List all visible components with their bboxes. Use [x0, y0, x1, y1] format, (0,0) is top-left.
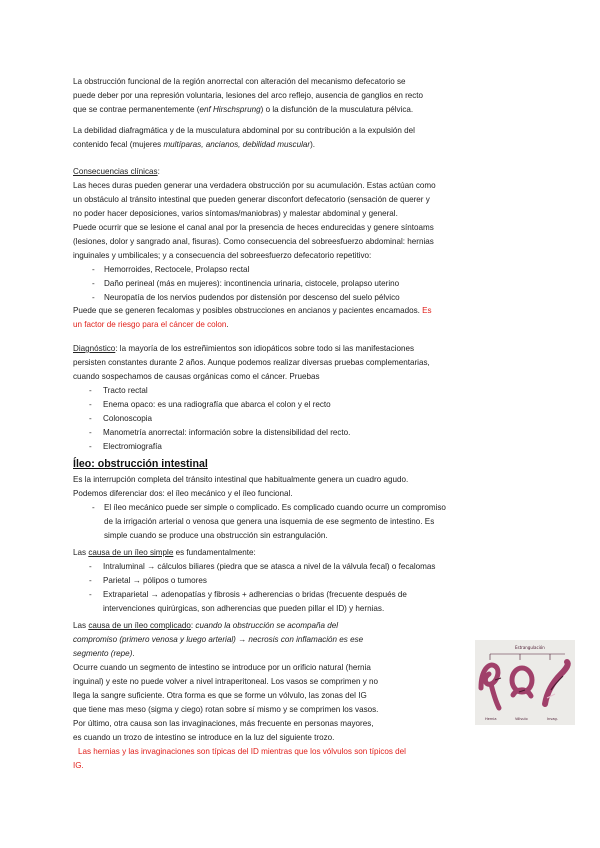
complicado-line-1: Las causa de un íleo complicado: cuando la obstrucción se acompaña del — [73, 621, 339, 630]
figure-label-1: Hernia — [485, 717, 497, 721]
simple-bullet-3-cont: intervenciones quirúrgicas, son adherencias que pueden pillar el ID) y hernias. — [103, 604, 385, 613]
consecuencias-line-5: (lesiones, dolor y sangrado anal, fisuras). Como consecuencia del sobreesfuerzo abdominal: hernias — [73, 237, 434, 246]
mecanico-line-3: simple cuando se produce una obstrucción sin estrangulación. — [104, 531, 328, 540]
consecuencias-title: Consecuencias clínicas: — [73, 167, 160, 176]
diagnostico-line-1: Diagnóstico: la mayoría de los estreñimientos son idiopáticos sobre todo si las manifestaciones — [73, 344, 415, 353]
hernia-drawing — [481, 665, 501, 708]
consecuencias-line-3: no poder hacer deposiciones, varios síntomas/maniobras) y malestar abdominal y general. — [73, 209, 398, 218]
figure-label-2: Vólvulo — [515, 717, 528, 721]
intro-line-2: puede deber por una represión voluntaria, lesiones del arco reflejo, ausencia de ganglios en recto — [73, 91, 424, 100]
ileo-line-2: Podemos diferenciar dos: el íleo mecánico y el íleo funcional. — [73, 489, 293, 498]
intro-line-3: que se contrae permanentemente (enf Hirschsprung) o la disfunción de la musculatura pélvica. — [73, 105, 414, 114]
complicado-line-8: Por último, otra causa son las invaginaciones, más frecuente en personas mayores, — [73, 719, 374, 728]
complicado-line-6: llega la sangre suficiente. Otra forma es que se forme un vólvulo, las zonas del IG — [73, 691, 367, 700]
complicado-line-4: Ocurre cuando un segmento de intestino se introduce por un orificio natural (hernia — [73, 663, 371, 672]
figure-label-3: Invag. — [547, 717, 558, 721]
document-page: La obstrucción funcional de la región anorrectal con alteración del mecanismo defecatorio se puede deber por una represión voluntaria, lesiones del arco reflejo, ausencia de ganglios en recto que se contrae permanentemente (enf Hirschsprung) o la disfunción de la musculatura pélvica. La debilidad diafragmática y de la musculatura abdominal por su contribución a la expulsión del contenido fecal (mujeres multíparas, ancianos, debilidad muscular). Consecuencias clínicas: Las heces duras pueden generar una verdadera obstrucción por su acumulación. Estas actúan como un obstáculo al tránsito intestinal que pueden generar disconfort defecatorio (sensación de querer y no poder hacer deposiciones, varios síntomas/maniobras) y malestar abdominal y general. Puede ocurrir que se lesione el canal anal por la presencia de heces endurecidas y genere síntoams (lesiones, dolor y sangrado anal, fisuras). Como consecuencia del sobreesfuerzo abdominal: hernias inguinales y umbilicales; y a consecuencia del sobreesfuerzo defecatorio repetitivo: - Hemorroides, Rectocele, Prolapso rectal - Daño perineal (más en mujeres): incontinencia urinaria, cistocele, prolapso uterino - Neuropatía de los nervios pudendos por distensión por descenso del suelo pélvico Puede que se generen fecalomas y posibles obstrucciones en ancianos y pacientes encamados. Es un factor de riesgo para el cáncer de colon. Diagnóstico: la mayoría de los estreñimientos son idiopáticos sobre todo si las manifestaciones persisten constantes durante 2 años. Aunque podemos realizar diversas pruebas complementarias, cuando sospechamos de causas orgánicas como el cáncer. Pruebas - Tracto rectal - Enema opaco: es una radiografía que abarca el colon y el recto - Colonoscopia - Manometría anorrectal: información sobre la distensibilidad del recto. - Electromiografía Íleo: obstrucción intestinal Es la interrupción completa del tránsito intestinal que habitualmente genera un cuadro agudo. Podemos diferenciar dos: el íleo mecánico y el íleo funcional. - El íleo mecánico puede ser simple o complicado. Es complicado cuando ocurre un compromiso de la irrigación arterial o venosa que genera una isquemia de ese segmento de intestino. Es simple cuando se produce una obstrucción sin estrangulación. Las causa de un íleo simple es fundamentalmente: - Intraluminal → cálculos biliares (piedra que se atasca a nivel de la válvula fecal) o fecalomas - Parietal → pólipos o tumores - Extraparietal → adenopatías y fibrosis + adherencias o bridas (frecuente después de intervenciones quirúrgicas, son adherencias que pueden pillar el ID) y hernias. Las causa de un íleo complicado: cuando la obstrucción se acompaña del compromiso (primero venosa y luego arterial) → necrosis con inflamación es ese segmento (repe). Ocurre cuando un segmento de intestino se introduce por un orificio natural (hernia inguinal) y este no puede volver a nivel intraperitoneal. Los vasos se comprimen y no llega la sangre suficiente. Otra forma es que se forme un vólvulo, las zonas del IG que tiene mas meso (sigma y ciego) rotan sobre sí mismo y se comprimen los vasos. Por último, otra causa son las invaginaciones, más frecuente en personas mayores, es cuando un trozo de intestino se introduce en la luz del siguiente trozo. Las hernias y las invaginaciones son típicas del ID mientras que los vólvulos son típicos del IG. Estrangulación Hernia Vólvulo Invag. — [0, 0, 600, 848]
intro-line-1: La obstrucción funcional de la región anorrectal con alteración del mecanismo defecatorio se — [73, 77, 406, 86]
debilidad-line-2: contenido fecal (mujeres multíparas, ancianos, debilidad muscular). — [73, 140, 316, 149]
simple-intro: Las causa de un íleo simple es fundamentalmente: — [73, 548, 256, 557]
consecuencias-line-1: Las heces duras pueden generar una verdadera obstrucción por su acumulación. Estas actúan como — [73, 181, 436, 190]
ileo-heading: Íleo: obstrucción intestinal — [73, 458, 208, 470]
figure-title: Estrangulación — [515, 645, 545, 650]
consecuencias-line-4: Puede ocurrir que se lesione el canal anal por la presencia de heces endurecidas y genere síntoams — [73, 223, 434, 232]
complicado-line-5: inguinal) y este no puede volver a nivel intraperitoneal. Los vasos se comprimen y no — [73, 677, 379, 686]
complicado-line-2: compromiso (primero venosa y luego arterial) → necrosis con inflamación es ese — [73, 635, 364, 644]
complicado-line-3: segmento (repe). — [73, 649, 135, 658]
complicado-line-9: es cuando un trozo de intestino se introduce en la luz del siguiente trozo. — [73, 733, 335, 742]
volvulus-drawing — [512, 668, 532, 696]
diagnostico-line-3: cuando sospechamos de causas orgánicas como el cáncer. Pruebas — [73, 372, 320, 381]
invagination-drawing — [545, 662, 568, 704]
debilidad-line-1: La debilidad diafragmática y de la musculatura abdominal por su contribución a la expulsión del — [73, 126, 415, 135]
complicado-red-line-1: Las hernias y las invaginaciones son típicas del ID mientras que los vólvulos son típicos del — [78, 747, 406, 756]
consecuencias-line-2: un obstáculo al tránsito intestinal que pueden generar disconfort defecatorio (sensación de querer y — [73, 195, 430, 204]
complicado-red-line-2: IG. — [73, 761, 84, 770]
strangulation-illustration — [475, 640, 575, 725]
consecuencias-line-6: inguinales y umbilicales; y a consecuencia del sobreesfuerzo defecatorio repetitivo: — [73, 251, 372, 260]
complicado-line-7: que tiene mas meso (sigma y ciego) rotan sobre sí mismo y se comprimen los vasos. — [73, 705, 379, 714]
strangulation-figure — [475, 640, 575, 725]
consecuencias-red-line: un factor de riesgo para el cáncer de colon. — [73, 320, 229, 329]
consecuencias-after: Puede que se generen fecalomas y posibles obstrucciones en ancianos y pacientes encamados. Es — [73, 306, 432, 315]
ileo-line-1: Es la interrupción completa del tránsito intestinal que habitualmente genera un cuadro agudo. — [73, 475, 409, 484]
mecanico-line-2: de la irrigación arterial o venosa que genera una isquemia de ese segmento de intestino. Es — [104, 517, 435, 526]
diagnostico-line-2: persisten constantes durante 2 años. Aunque podemos realizar diversas pruebas complementarias, — [73, 358, 430, 367]
